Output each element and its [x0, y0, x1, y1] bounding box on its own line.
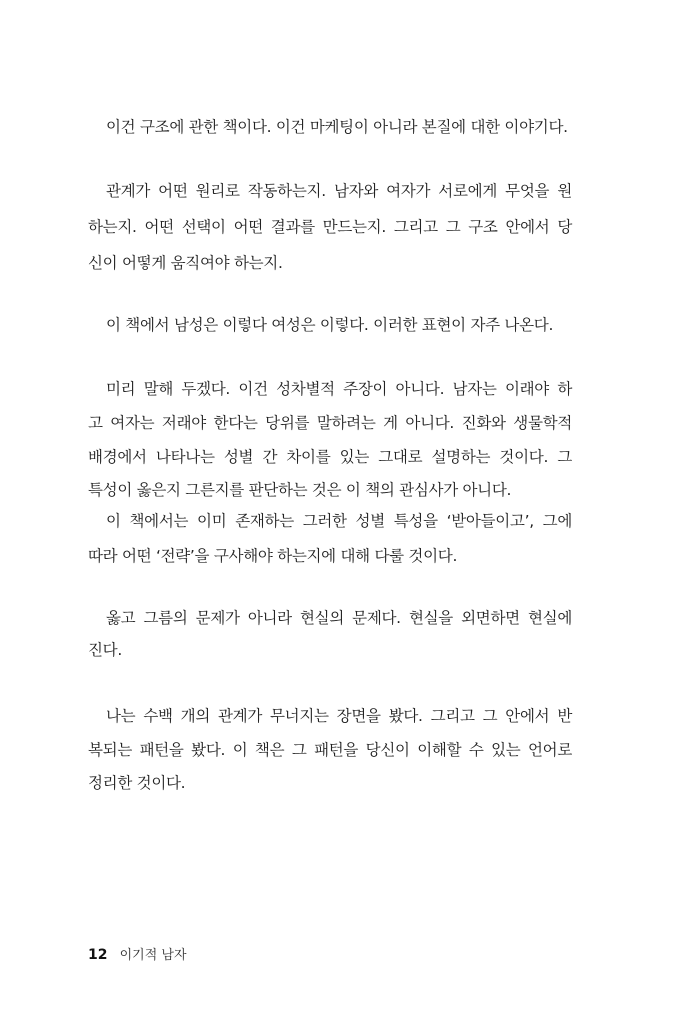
paragraph-6-line-2: 진다. — [88, 641, 122, 659]
paragraph-1-line-1: 이건 구조에 관한 책이다. 이건 마케팅이 아니라 본질에 대한 이야기다. — [106, 118, 568, 136]
page-footer — [88, 945, 187, 965]
paragraph-5-line-2: 따라 어떤 ‘전략’을 구사해야 하는지에 대해 다룰 것이다. — [88, 547, 458, 565]
paragraph-2-line-1: 관계가 어떤 원리로 작동하는지. 남자와 여자가 서로에게 무엇을 원 — [106, 182, 572, 200]
paragraph-4-line-1: 미리 말해 두겠다. 이건 성차별적 주장이 아니다. 남자는 이래야 하 — [106, 380, 572, 398]
paragraph-4-line-2: 고 여자는 저래야 한다는 당위를 말하려는 게 아니다. 진화와 생물학적 — [88, 414, 572, 432]
running-title: 이기적 남자 — [119, 948, 187, 963]
paragraph-7-line-1: 나는 수백 개의 관계가 무너지는 장면을 봤다. 그리고 그 안에서 반 — [106, 707, 572, 725]
paragraph-7-line-3: 정리한 것이다. — [88, 774, 186, 792]
paragraph-5-line-1: 이 책에서는 이미 존재하는 그러한 성별 특성을 ‘받아들이고’, 그에 — [106, 512, 572, 530]
paragraph-6-line-1: 옳고 그름의 문제가 아니라 현실의 문제다. 현실을 외면하면 현실에 — [106, 609, 572, 627]
paragraph-2-line-2: 하는지. 어떤 선택이 어떤 결과를 만드는지. 그리고 그 구조 안에서 당 — [88, 218, 572, 236]
paragraph-2-line-3: 신이 어떻게 움직여야 하는지. — [88, 254, 283, 272]
paragraph-3-line-1: 이 책에서 남성은 이렇다 여성은 이렇다. 이러한 표현이 자주 나온다. — [106, 316, 554, 334]
page-number: 12 — [88, 947, 108, 963]
paragraph-4-line-4: 특성이 옳은지 그른지를 판단하는 것은 이 책의 관심사가 아니다. — [88, 481, 512, 499]
paragraph-4-line-3: 배경에서 나타나는 성별 간 차이를 있는 그대로 설명하는 것이다. 그 — [88, 448, 572, 466]
paragraph-7-line-2: 복되는 패턴을 봤다. 이 책은 그 패턴을 당신이 이해할 수 있는 언어로 — [88, 741, 572, 759]
